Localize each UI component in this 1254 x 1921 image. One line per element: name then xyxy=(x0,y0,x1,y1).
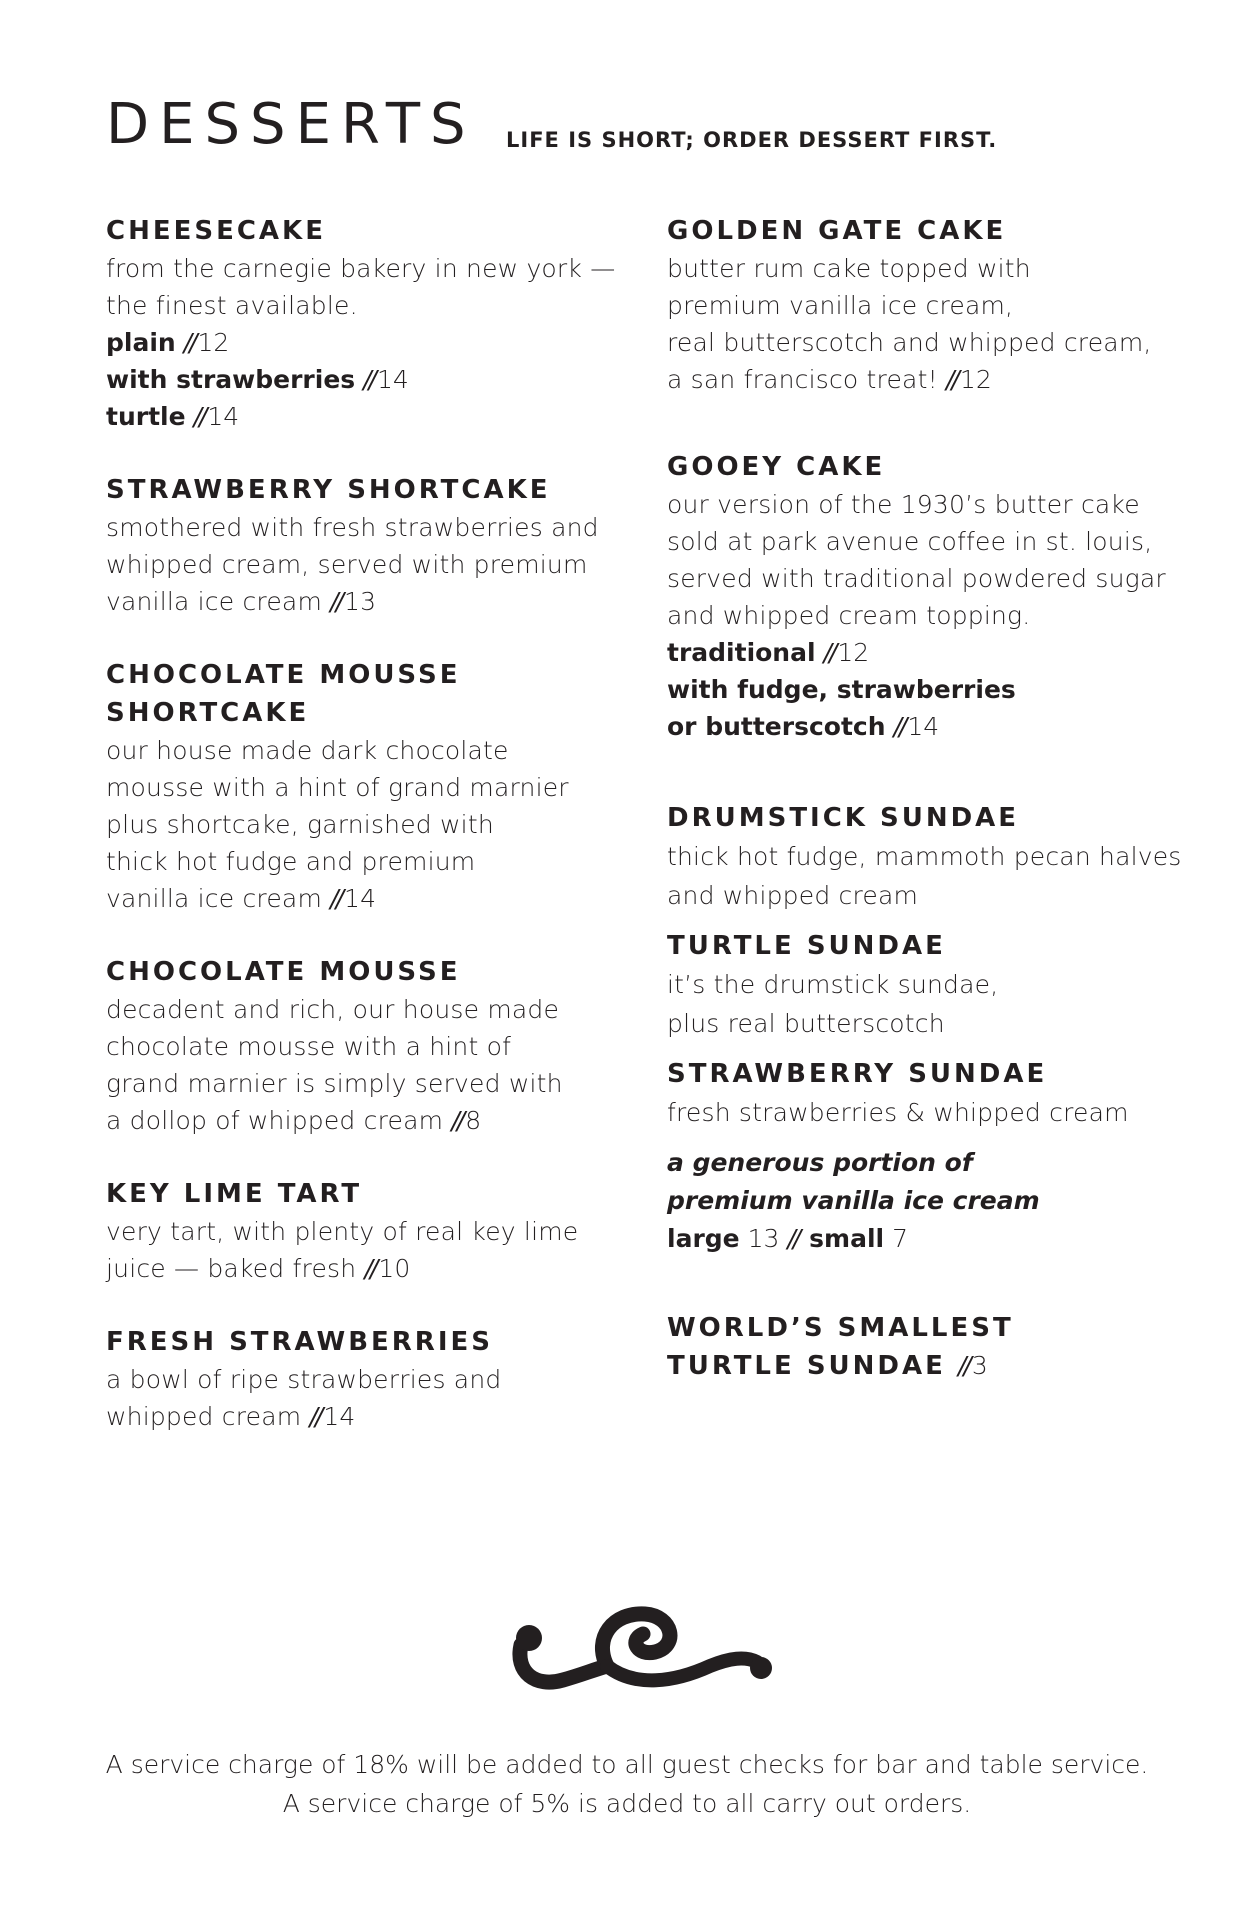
price: 12 xyxy=(197,328,230,357)
item-name: SHORTCAKE xyxy=(106,698,310,728)
sundae-size-note xyxy=(667,1144,1207,1257)
item-description-text: a san francisco treat! xyxy=(667,365,938,394)
item-description-line: fresh strawberries & whipped cream xyxy=(667,1098,1129,1127)
menu-item-chocolate-mousse-shortcake xyxy=(106,656,626,917)
option-label: turtle xyxy=(106,402,186,431)
price-separator: // xyxy=(957,1351,969,1380)
option-label: with fudge, strawberries xyxy=(667,675,1016,704)
item-description-line: butter rum cake topped with xyxy=(667,254,1031,283)
price-separator: // xyxy=(330,884,342,913)
item-description-line: plus shortcake, garnished with xyxy=(106,810,494,839)
price: 13 xyxy=(344,587,377,616)
item-description-line xyxy=(667,361,1207,398)
menu-item-gooey-cake xyxy=(667,448,1207,745)
price-separator: // xyxy=(893,712,905,741)
option-label: small xyxy=(809,1224,885,1253)
price-option xyxy=(106,398,626,435)
item-description-line: from the carnegie bakery in new york — xyxy=(106,254,616,283)
price: 12 xyxy=(837,638,870,667)
item-name: KEY LIME TART xyxy=(106,1179,363,1209)
item-description-line: very tart, with plenty of real key lime xyxy=(106,1217,579,1246)
item-description-line: sold at park avenue coffee in st. louis, xyxy=(667,527,1153,556)
menu-item-golden-gate-cake xyxy=(667,212,1207,398)
price-separator: // xyxy=(451,1106,463,1135)
item-description-line xyxy=(106,583,626,620)
item-description-line xyxy=(106,1250,626,1287)
price-option xyxy=(106,324,626,361)
sundae-note-line: premium vanilla ice cream xyxy=(667,1186,1040,1215)
item-name: DRUMSTICK SUNDAE xyxy=(667,803,1020,833)
item-description-text: whipped cream xyxy=(106,1402,302,1431)
price: 14 xyxy=(207,402,240,431)
menu-item-key-lime-tart xyxy=(106,1175,626,1287)
size-prices xyxy=(667,1220,1207,1257)
price-separator: // xyxy=(363,365,374,394)
menu-item-fresh-strawberries xyxy=(106,1323,626,1435)
item-name: STRAWBERRY SHORTCAKE xyxy=(106,475,551,505)
price: 8 xyxy=(465,1106,482,1135)
swirl-flourish-icon xyxy=(505,1590,775,1704)
item-description-line: premium vanilla ice cream, xyxy=(667,291,1014,320)
item-description-line: it’s the drumstick sundae, xyxy=(667,970,999,999)
price-option xyxy=(667,671,1207,708)
item-description-line: decadent and rich, our house made xyxy=(106,995,560,1024)
price-separator: // xyxy=(787,1224,799,1253)
price: 14 xyxy=(907,712,940,741)
item-description-line: smothered with fresh strawberries and xyxy=(106,513,599,542)
price: 10 xyxy=(378,1254,411,1283)
price-option xyxy=(667,708,1207,745)
item-name: GOLDEN GATE CAKE xyxy=(667,216,1007,246)
item-name: WORLD’S SMALLEST xyxy=(667,1313,1014,1343)
item-description-text: vanilla ice cream xyxy=(106,587,323,616)
footer-line: A service charge of 5% is added to all carry out orders. xyxy=(282,1789,972,1818)
item-name-text: TURTLE SUNDAE xyxy=(667,1351,946,1381)
price: 3 xyxy=(971,1351,988,1380)
price-separator: // xyxy=(330,587,342,616)
option-label: traditional xyxy=(667,638,816,667)
price: 14 xyxy=(376,365,409,394)
price: 14 xyxy=(323,1402,356,1431)
item-description-line: our version of the 1930’s butter cake xyxy=(667,490,1140,519)
menu-item-cheesecake xyxy=(106,212,626,435)
service-charge-footer xyxy=(0,1745,1254,1823)
item-name-line xyxy=(667,1347,1207,1385)
page-title: DESSERTS xyxy=(106,92,476,157)
option-label: plain xyxy=(106,328,176,357)
price-separator: // xyxy=(364,1254,376,1283)
item-description-line xyxy=(106,1398,626,1435)
item-description-line xyxy=(106,1102,626,1139)
item-description-line: chocolate mousse with a hint of xyxy=(106,1032,512,1061)
item-description-line: a bowl of ripe strawberries and xyxy=(106,1365,502,1394)
item-name: FRESH STRAWBERRIES xyxy=(106,1327,493,1357)
item-description-line: grand marnier is simply served with xyxy=(106,1069,563,1098)
item-description-text: juice — baked fresh xyxy=(106,1254,357,1283)
item-description-text: vanilla ice cream xyxy=(106,884,323,913)
menu-item-drumstick-sundae xyxy=(667,799,1207,915)
menu-item-chocolate-mousse xyxy=(106,953,626,1139)
price-option xyxy=(667,634,1207,671)
price-separator: // xyxy=(183,328,195,357)
item-description-line: mousse with a hint of grand marnier xyxy=(106,773,569,802)
menu-item-worlds-smallest-turtle-sundae xyxy=(667,1309,1207,1385)
item-description-line: plus real butterscotch xyxy=(667,1009,945,1038)
item-description-line: real butterscotch and whipped cream, xyxy=(667,328,1152,357)
price: 13 xyxy=(747,1224,780,1253)
item-description-line: whipped cream, served with premium xyxy=(106,550,588,579)
item-name: CHOCOLATE MOUSSE xyxy=(106,660,461,690)
item-name: GOOEY CAKE xyxy=(667,452,886,482)
price: 14 xyxy=(344,884,377,913)
item-name: CHOCOLATE MOUSSE xyxy=(106,957,461,987)
item-name: STRAWBERRY SUNDAE xyxy=(667,1059,1048,1089)
menu-column-left xyxy=(106,212,626,1435)
item-name: CHEESECAKE xyxy=(106,216,326,246)
menu-item-strawberry-sundae xyxy=(667,1055,1207,1132)
price-separator: // xyxy=(309,1402,321,1431)
option-label: large xyxy=(667,1224,740,1253)
item-description-line: and whipped cream xyxy=(667,881,919,910)
price: 7 xyxy=(892,1224,908,1253)
item-description-line: our house made dark chocolate xyxy=(106,736,509,765)
menu-item-strawberry-shortcake xyxy=(106,471,626,620)
item-description-line: thick hot fudge, mammoth pecan halves xyxy=(667,842,1182,871)
tagline: LIFE IS SHORT; ORDER DESSERT FIRST. xyxy=(506,128,998,152)
menu-item-turtle-sundae xyxy=(667,927,1207,1043)
option-label: or butterscotch xyxy=(667,712,886,741)
price-separator: // xyxy=(823,638,835,667)
price-separator: // xyxy=(193,402,205,431)
option-label: with strawberries xyxy=(106,365,356,394)
price-option xyxy=(106,361,626,398)
item-description-line: the finest available. xyxy=(106,291,358,320)
item-description-line xyxy=(106,880,626,917)
item-description-line: and whipped cream topping. xyxy=(667,601,1031,630)
footer-line: A service charge of 18% will be added to all guest checks for bar and table service. xyxy=(105,1750,1149,1779)
menu-column-right xyxy=(667,212,1207,1385)
sundae-note-line: a generous portion of xyxy=(667,1148,973,1177)
item-description-line: served with traditional powdered sugar xyxy=(667,564,1166,593)
price-separator: // xyxy=(945,365,957,394)
price: 12 xyxy=(959,365,993,394)
item-description-line: thick hot fudge and premium xyxy=(106,847,476,876)
item-name: TURTLE SUNDAE xyxy=(667,931,946,961)
item-description-text: a dollop of whipped cream xyxy=(106,1106,444,1135)
